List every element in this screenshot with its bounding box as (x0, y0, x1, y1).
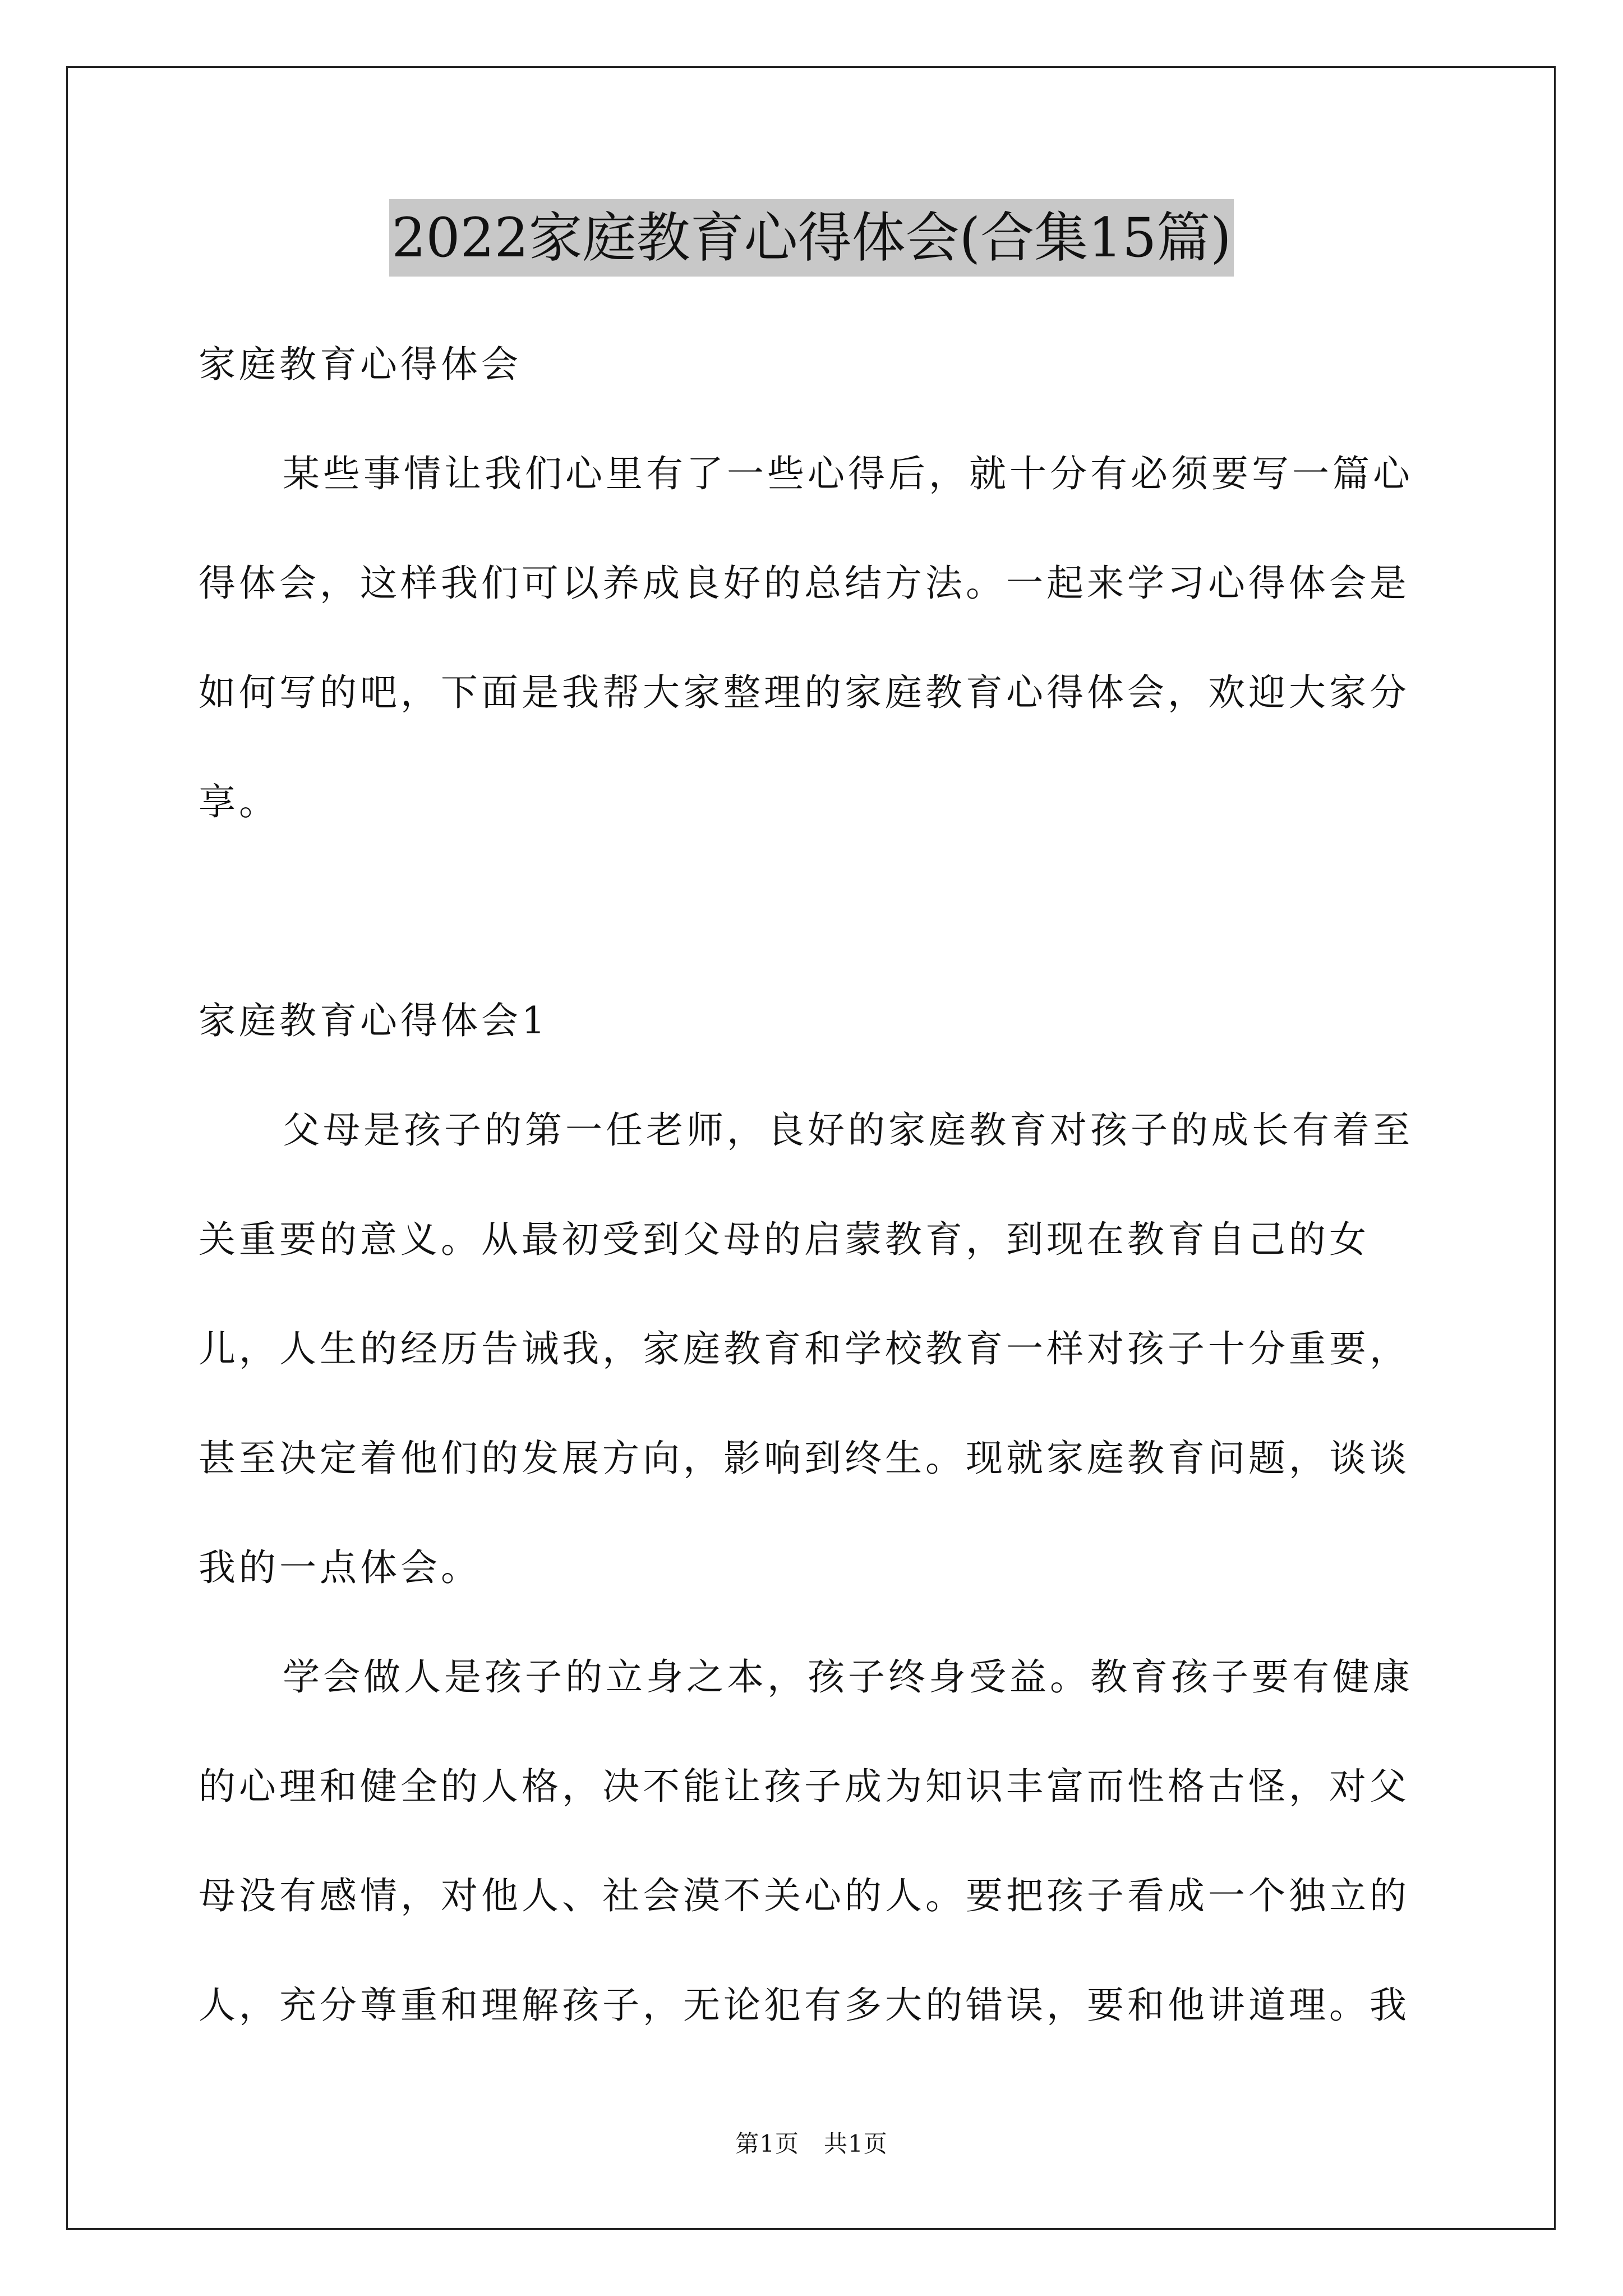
body-paragraph: 父母是孩子的第一任老师，良好的家庭教育对孩子的成长有着至关重要的意义。从最初受到父母的启蒙教育，到现在教育自己的女儿，人生的经历告诫我，家庭教育和学校教育一样对孩子十分重要，甚至决定着他们的发展方向，影响到终生。现就家庭教育问题，谈谈我的一点体会。 (199, 1108, 1413, 1589)
intro-heading: 家庭教育心得体会 (199, 343, 522, 386)
title-container (0, 199, 1623, 277)
body-paragraph: 学会做人是孩子的立身之本，孩子终身受益。教育孩子要有健康的心理和健全的人格，决不能让孩子成为知识丰富而性格古怪，对父母没有感情，对他人、社会漠不关心的人。要把孩子看成一个独立的人，充分尊重和理解孩子，无论犯有多大的错误，要和他讲道理。我 (199, 1655, 1413, 2027)
document-body (199, 310, 1432, 2060)
intro-paragraph: 某些事情让我们心里有了一些心得后，就十分有必须要写一篇心得体会，这样我们可以养成良好的总结方法。一起来学习心得体会是如何写的吧，下面是我帮大家整理的家庭教育心得体会，欢迎大家分享。 (199, 452, 1413, 823)
page-total: 共1页 (824, 2130, 888, 2157)
section-heading: 家庭教育心得体会1 (199, 999, 548, 1042)
page-footer (0, 2127, 1623, 2161)
page-number: 第1页 (735, 2130, 799, 2157)
document-title: 2022家庭教育心得体会(合集15篇) (389, 199, 1233, 277)
